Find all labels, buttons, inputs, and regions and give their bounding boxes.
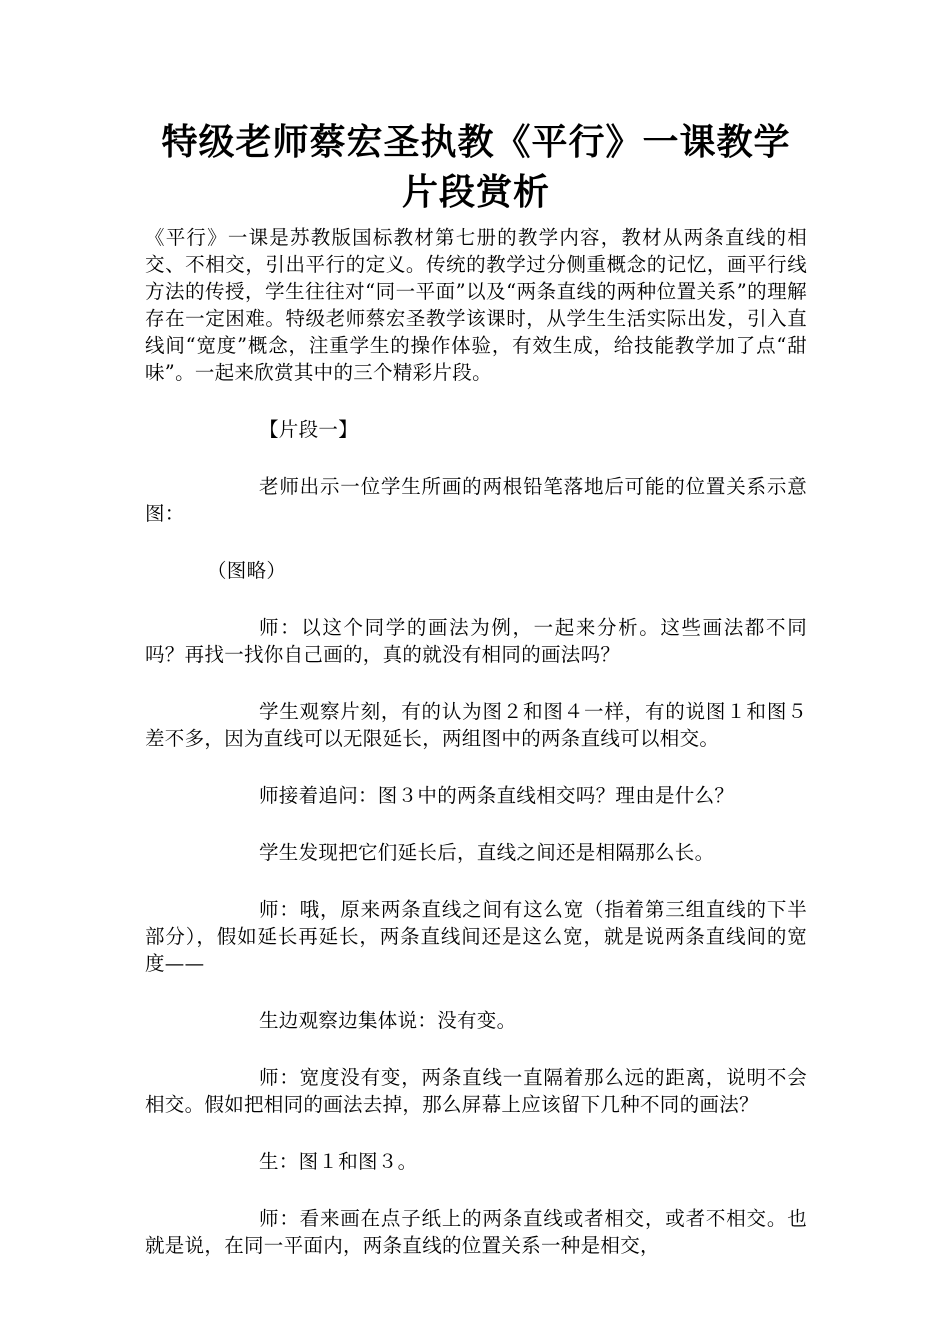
spacer bbox=[145, 977, 807, 1007]
spacer bbox=[145, 1175, 807, 1205]
body-paragraph: 生：图１和图３。 bbox=[259, 1150, 418, 1173]
body-paragraph: 学生发现把它们延长后，直线之间还是相隔那么长。 bbox=[259, 841, 715, 864]
body-paragraph: 生边观察边集体说：没有变。 bbox=[259, 1009, 517, 1032]
spacer bbox=[145, 527, 807, 557]
body-paragraph: 师：宽度没有变，两条直线一直隔着那么远的距离，说明不会相交。假如把相同的画法去掉，那么屏幕上应该留下几种不同的画法？ bbox=[145, 1066, 807, 1116]
body-paragraph: 师：看来画在点子纸上的两条直线或者相交，或者不相交。也就是说，在同一平面内，两条直线的位置关系一种是相交， bbox=[145, 1207, 807, 1257]
document-page bbox=[145, 118, 807, 1259]
body-paragraph: 老师出示一位学生所画的两根铅笔落地后可能的位置关系示意图： bbox=[145, 475, 807, 525]
spacer bbox=[145, 443, 807, 473]
spacer bbox=[145, 386, 807, 416]
document-title: 特级老师蔡宏圣执教《平行》一课教学片段赏析 bbox=[161, 122, 791, 213]
body-paragraph: 学生观察片刻，有的认为图２和图４一样，有的说图１和图５差不多，因为直线可以无限延长，两组图中的两条直线可以相交。 bbox=[145, 700, 807, 750]
section-heading: 【片段一】 bbox=[259, 418, 359, 441]
spacer bbox=[145, 584, 807, 614]
intro-paragraph: 《平行》一课是苏教版国标教材第七册的教学内容，教材从两条直线的相交、不相交，引出平行的定义。传统的教学过分侧重概念的记忆，画平行线方法的传授，学生往往对“同一平面”以及“两条直线的两种位置关系”的理解存在一定困难。特级老师蔡宏圣教学该课时，从学生生活实际出发，引入直线间“宽度”概念，注重学生的操作体验，有效生成，给技能教学加了点“甜味”。一起来欣赏其中的三个精彩片段。 bbox=[145, 226, 807, 384]
body-paragraph: 师接着追问：图３中的两条直线相交吗？理由是什么？ bbox=[259, 784, 735, 807]
spacer bbox=[145, 1118, 807, 1148]
spacer bbox=[145, 866, 807, 896]
spacer bbox=[145, 809, 807, 839]
figure-placeholder: （图略） bbox=[207, 559, 287, 582]
spacer bbox=[145, 668, 807, 698]
spacer bbox=[145, 752, 807, 782]
body-paragraph: 师：哦，原来两条直线之间有这么宽（指着第三组直线的下半部分），假如延长再延长，两条直线间还是这么宽，就是说两条直线间的宽度—— bbox=[145, 898, 807, 975]
body-paragraph: 师：以这个同学的画法为例，一起来分析。这些画法都不同吗？再找一找你自己画的，真的就没有相同的画法吗？ bbox=[145, 616, 807, 666]
spacer bbox=[145, 1034, 807, 1064]
